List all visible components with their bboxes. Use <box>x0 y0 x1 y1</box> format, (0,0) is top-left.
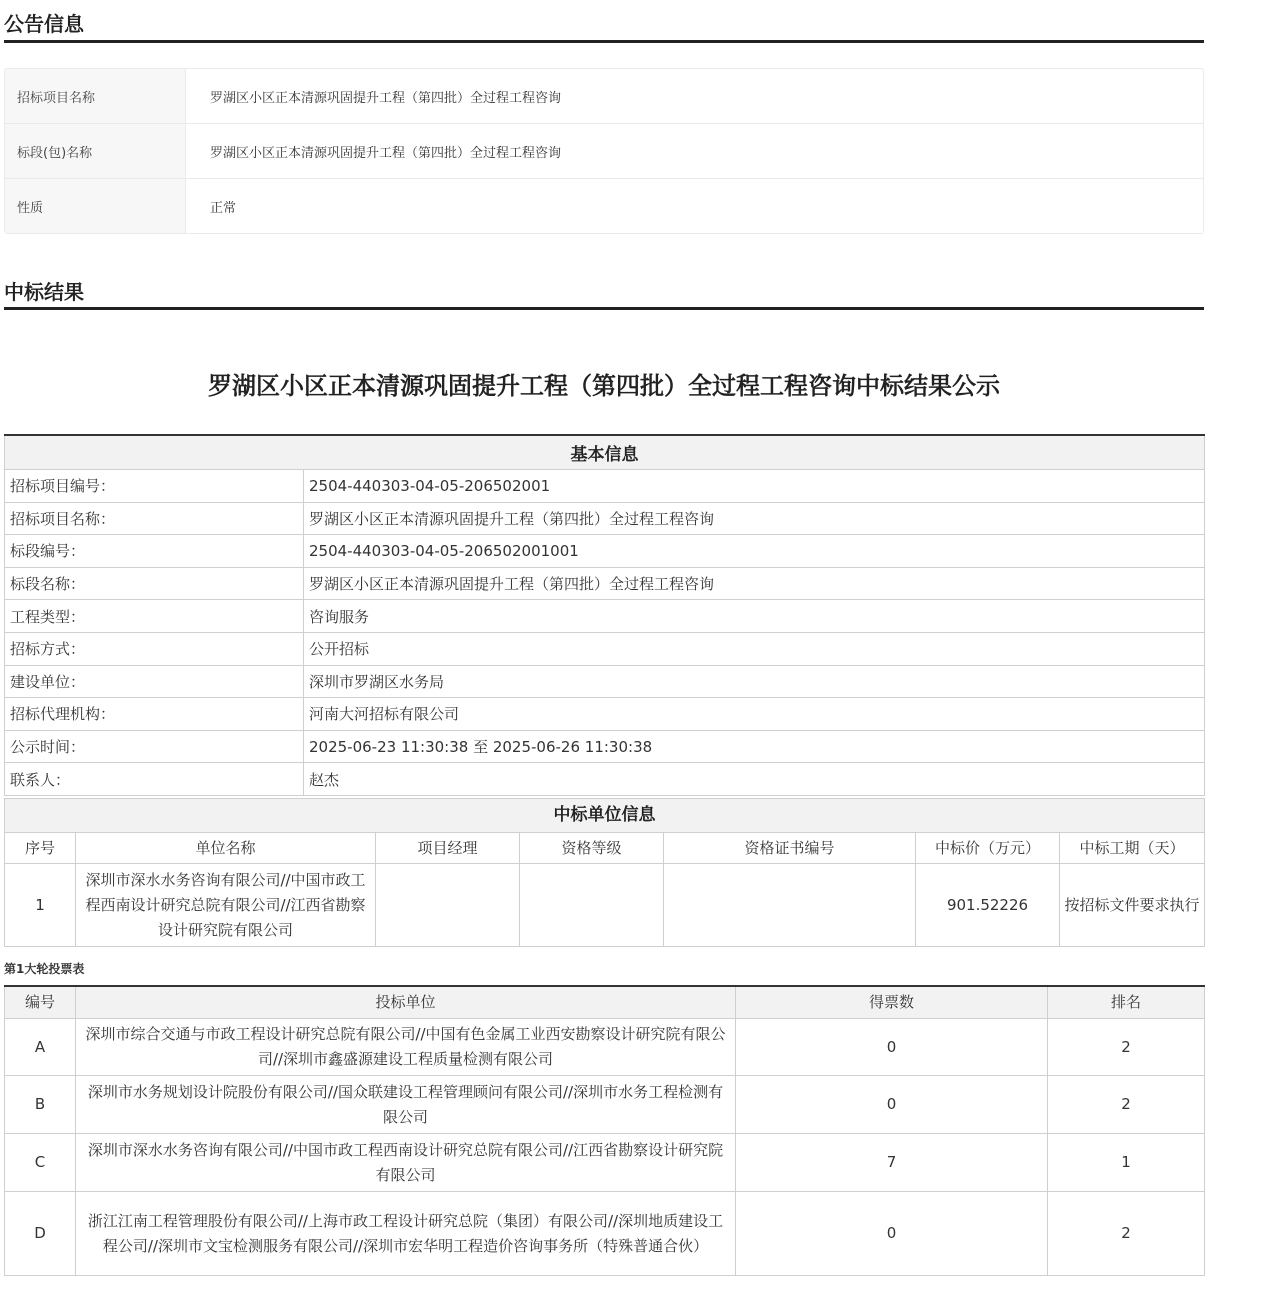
vote-rank: 2 <box>1048 1192 1205 1276</box>
vote-count: 0 <box>736 1076 1048 1134</box>
notice-row <box>5 124 1203 179</box>
vote-id: D <box>5 1192 76 1276</box>
notice-value: 罗湖区小区正本清源巩固提升工程（第四批）全过程工程咨询 <box>210 145 562 161</box>
basic-label: 公示时间： <box>5 730 304 763</box>
vote-id: B <box>5 1076 76 1134</box>
winner-info-header: 中标单位信息 <box>5 799 1205 833</box>
basic-label: 招标代理机构： <box>5 698 304 731</box>
basic-value: 2025-06-23 11:30:38 至 2025-06-26 11:30:38 <box>304 730 1205 763</box>
table-row <box>5 864 1205 947</box>
basic-label: 标段名称： <box>5 567 304 600</box>
column-header: 资格等级 <box>520 833 664 864</box>
notice-section-title: 公告信息 <box>4 12 84 36</box>
notice-row <box>5 69 1203 124</box>
vote-rank: 2 <box>1048 1019 1205 1076</box>
notice-label: 标段(包)名称 <box>5 124 186 178</box>
notice-info-table <box>4 68 1204 234</box>
winner-price: 901.52226 <box>916 864 1060 947</box>
vote-id: A <box>5 1019 76 1076</box>
basic-label: 联系人： <box>5 763 304 796</box>
table-row <box>5 665 1205 698</box>
basic-value: 2504-440303-04-05-206502001 <box>304 470 1205 503</box>
basic-value: 深圳市罗湖区水务局 <box>304 665 1205 698</box>
column-header: 资格证书编号 <box>664 833 916 864</box>
winner-grade <box>520 864 664 947</box>
table-row <box>5 470 1205 503</box>
notice-row <box>5 179 1203 233</box>
column-header: 编号 <box>5 986 76 1019</box>
table-row <box>5 1134 1205 1192</box>
basic-label: 标段编号： <box>5 535 304 568</box>
table-row <box>5 600 1205 633</box>
notice-value: 罗湖区小区正本清源巩固提升工程（第四批）全过程工程咨询 <box>210 90 562 106</box>
winner-name: 深圳市深水水务咨询有限公司//中国市政工程西南设计研究总院有限公司//江西省勘察设计研究院有限公司 <box>76 864 376 947</box>
table-row <box>5 567 1205 600</box>
vote-unit: 深圳市深水水务咨询有限公司//中国市政工程西南设计研究总院有限公司//江西省勘察设计研究院有限公司 <box>76 1134 736 1192</box>
vote-unit: 深圳市水务规划设计院股份有限公司//国众联建设工程管理顾问有限公司//深圳市水务工程检测有限公司 <box>76 1076 736 1134</box>
table-row <box>5 1076 1205 1134</box>
basic-label: 招标项目编号： <box>5 470 304 503</box>
column-header: 得票数 <box>736 986 1048 1019</box>
basic-label: 招标项目名称： <box>5 502 304 535</box>
winner-cert <box>664 864 916 947</box>
table-row <box>5 1019 1205 1076</box>
basic-label: 招标方式： <box>5 632 304 665</box>
column-header: 项目经理 <box>376 833 520 864</box>
vote-table <box>4 985 1205 1276</box>
table-row <box>5 698 1205 731</box>
notice-label: 招标项目名称 <box>5 69 186 123</box>
column-header: 排名 <box>1048 986 1205 1019</box>
table-header-row <box>5 986 1205 1019</box>
vote-rank: 1 <box>1048 1134 1205 1192</box>
basic-value: 罗湖区小区正本清源巩固提升工程（第四批）全过程工程咨询 <box>304 502 1205 535</box>
notice-section-divider <box>4 40 1204 43</box>
winner-no: 1 <box>5 864 76 947</box>
table-row <box>5 730 1205 763</box>
table-header-row <box>5 833 1205 864</box>
basic-value: 公开招标 <box>304 632 1205 665</box>
basic-value: 2504-440303-04-05-206502001001 <box>304 535 1205 568</box>
basic-label: 工程类型： <box>5 600 304 633</box>
basic-info-header: 基本信息 <box>5 435 1205 470</box>
vote-rank: 2 <box>1048 1076 1205 1134</box>
vote-unit: 浙江江南工程管理股份有限公司//上海市政工程设计研究总院（集团）有限公司//深圳地质建设工程公司//深圳市文宝检测服务有限公司//深圳市宏华明工程造价咨询事务所（特殊普通合伙） <box>76 1192 736 1276</box>
notice-label: 性质 <box>5 179 186 233</box>
column-header: 中标工期（天） <box>1060 833 1205 864</box>
table-row <box>5 763 1205 796</box>
basic-info-table <box>4 434 1205 796</box>
basic-value: 咨询服务 <box>304 600 1205 633</box>
basic-value: 赵杰 <box>304 763 1205 796</box>
table-row <box>5 502 1205 535</box>
table-row <box>5 1192 1205 1276</box>
column-header: 中标价（万元） <box>916 833 1060 864</box>
column-header: 投标单位 <box>76 986 736 1019</box>
winner-period: 按招标文件要求执行 <box>1060 864 1205 947</box>
vote-id: C <box>5 1134 76 1192</box>
basic-value: 罗湖区小区正本清源巩固提升工程（第四批）全过程工程咨询 <box>304 567 1205 600</box>
table-row <box>5 535 1205 568</box>
winner-info-table <box>4 798 1205 947</box>
column-header: 单位名称 <box>76 833 376 864</box>
vote-count: 7 <box>736 1134 1048 1192</box>
table-row <box>5 632 1205 665</box>
vote-count: 0 <box>736 1019 1048 1076</box>
column-header: 序号 <box>5 833 76 864</box>
basic-label: 建设单位： <box>5 665 304 698</box>
notice-value: 正常 <box>210 200 237 216</box>
result-section-divider <box>4 307 1204 310</box>
basic-value: 河南大河招标有限公司 <box>304 698 1205 731</box>
vote-unit: 深圳市综合交通与市政工程设计研究总院有限公司//中国有色金属工业西安勘察设计研究院有限公司//深圳市鑫盛源建设工程质量检测有限公司 <box>76 1019 736 1076</box>
result-main-title: 罗湖区小区正本清源巩固提升工程（第四批）全过程工程咨询中标结果公示 <box>208 372 1000 400</box>
vote-table-title: 第1大轮投票表 <box>4 962 85 976</box>
winner-manager <box>376 864 520 947</box>
result-section-title: 中标结果 <box>4 280 84 304</box>
vote-count: 0 <box>736 1192 1048 1276</box>
